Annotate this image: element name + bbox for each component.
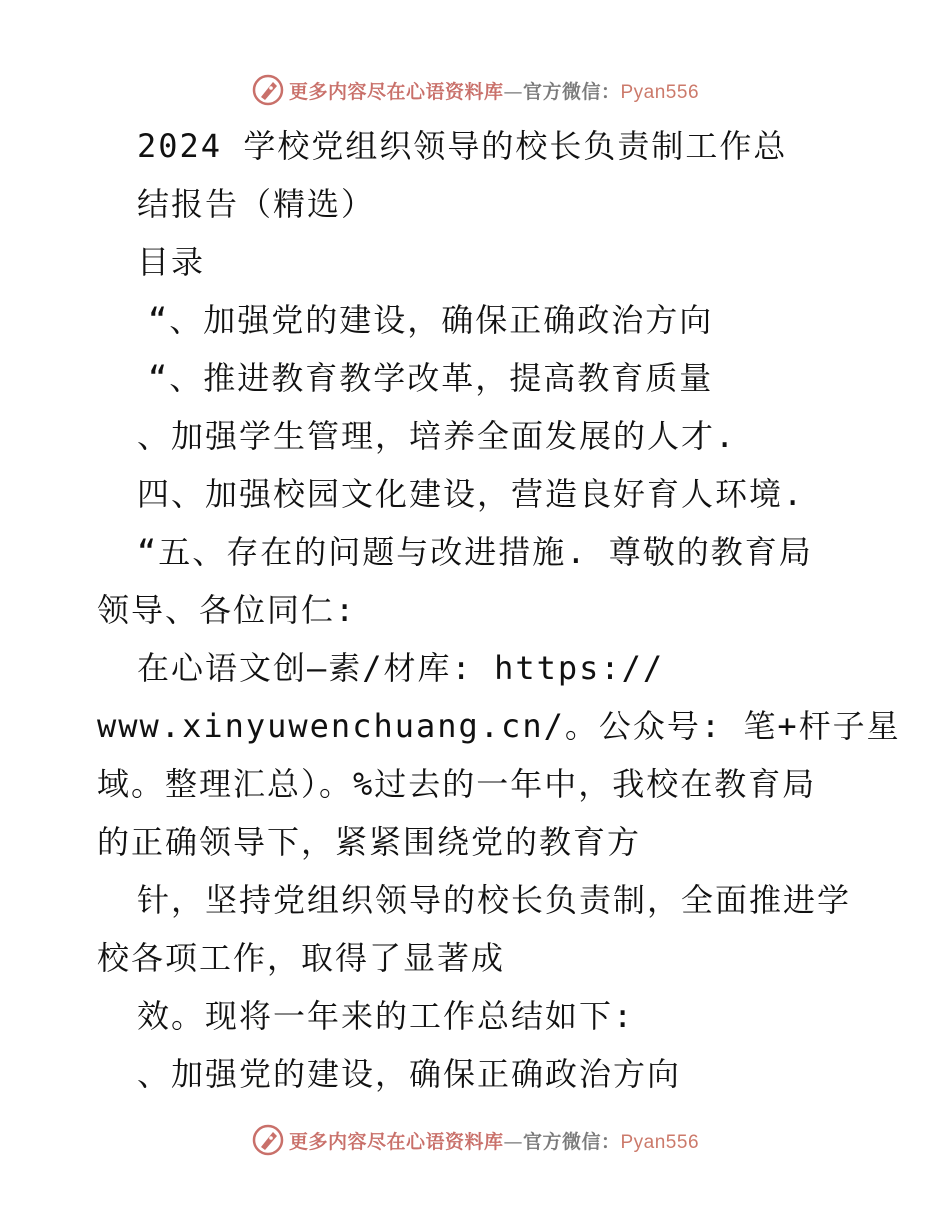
body-line: 校各项工作，取得了显著成 [97, 939, 506, 977]
toc-item: “、推进教育教学改革，提高教育质量 [148, 359, 714, 397]
watermark-main: 更多内容尽在心语资料库 [288, 80, 504, 103]
watermark-main: 更多内容尽在心语资料库 [288, 1130, 504, 1153]
pen-nib-circle-icon [251, 73, 285, 107]
watermark-text [289, 77, 699, 104]
watermark-id: Pyan556 [620, 81, 700, 103]
body-line: 的正确领导下，紧紧围绕党的教育方 [97, 823, 642, 861]
body-line: 领导、各位同仁: [97, 591, 357, 629]
toc-item: 四、加强校园文化建设，营造良好育人环境. [137, 475, 805, 513]
toc-item: “、加强党的建设，确保正确政治方向 [148, 301, 714, 339]
watermark-official: 官方微信： [522, 80, 621, 103]
toc-item: 、加强学生管理，培养全面发展的人才. [137, 417, 737, 455]
body-line: 在心语文创—素/材库: https:// [137, 649, 665, 687]
body-line: www.xinyuwenchuang.cn/。公众号: 笔+杆子星 [97, 707, 901, 745]
watermark-dash: — [503, 1130, 523, 1153]
body-line: 域。整理汇总）。%过去的一年中，我校在教育局 [97, 765, 817, 803]
toc-item: “五、存在的问题与改进措施. 尊敬的教育局 [137, 533, 813, 571]
pen-nib-circle-icon [251, 1123, 285, 1157]
watermark-official: 官方微信： [522, 1130, 621, 1153]
header-watermark [0, 70, 950, 110]
body-line: 、加强党的建设，确保正确政治方向 [137, 1055, 682, 1093]
watermark-dash: — [503, 80, 523, 103]
body-line: 效。现将一年来的工作总结如下: [137, 997, 635, 1035]
title-line-2: 结报告（精选） [137, 185, 376, 223]
watermark-text [289, 1127, 699, 1154]
toc-heading: 目录 [137, 243, 206, 281]
footer-watermark [0, 1120, 950, 1160]
watermark-id: Pyan556 [620, 1131, 700, 1153]
body-line: 针，坚持党组织领导的校长负责制，全面推进学 [137, 881, 852, 919]
title-line-1: 2024 学校党组织领导的校长负责制工作总 [137, 127, 788, 165]
